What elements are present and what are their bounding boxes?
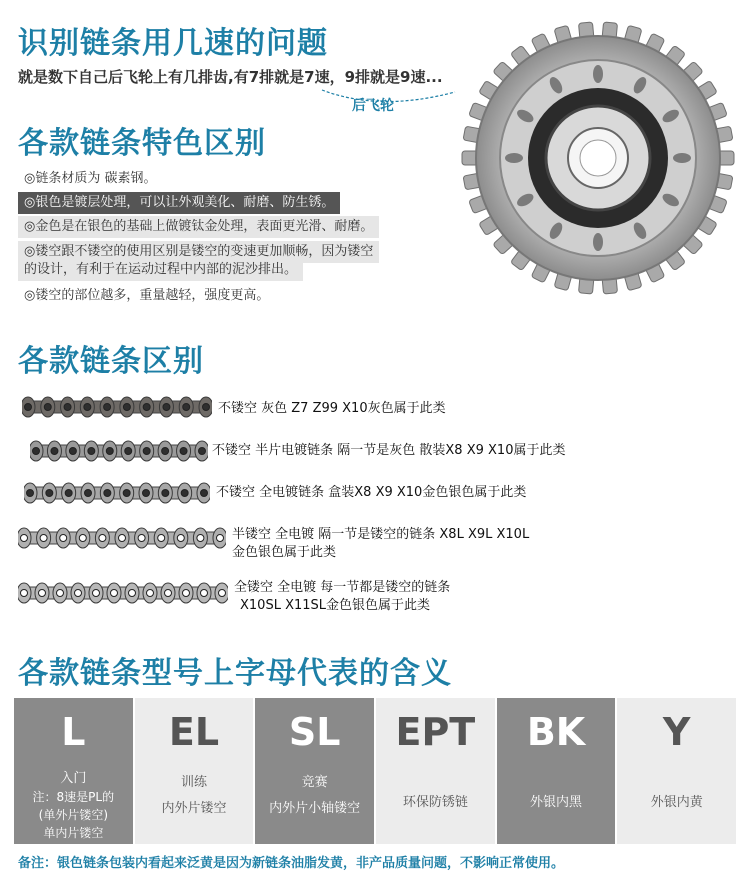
page-subtitle: 就是数下自己后飞轮上有几排齿,有7排就是7速，9排就是9速... bbox=[18, 68, 443, 86]
chain-pin bbox=[201, 490, 208, 497]
page-title: 识别链条用几速的问题 bbox=[18, 26, 328, 61]
chain-image bbox=[18, 578, 228, 608]
footer-note: 备注：银色链条包装内看起来泛黄是因为新链条油脂发黄，非产品质量问题，不影响正常使用。 bbox=[18, 856, 565, 871]
chain-image bbox=[22, 392, 212, 422]
chains-title: 各款链条区别 bbox=[18, 344, 204, 379]
chain-pin bbox=[197, 535, 204, 542]
chain-image bbox=[24, 478, 210, 508]
chain-pin bbox=[33, 448, 40, 455]
code-description: 入门 bbox=[60, 771, 87, 786]
code-description: 单内片镂空 bbox=[43, 826, 104, 840]
chain-pin bbox=[99, 535, 106, 542]
chain-pin bbox=[181, 490, 188, 497]
chain-description bbox=[216, 484, 526, 502]
chain-pin bbox=[129, 590, 136, 597]
code-description: 环保防锈链 bbox=[402, 795, 468, 810]
chain-pin bbox=[25, 404, 32, 411]
chain-pin bbox=[57, 590, 64, 597]
chain-pin bbox=[119, 535, 126, 542]
chain-pin bbox=[123, 490, 130, 497]
code-letter: EL bbox=[168, 710, 220, 754]
code-letter: Y bbox=[662, 710, 691, 754]
codes-title: 各款链条型号上字母代表的含义 bbox=[18, 656, 452, 691]
code-table bbox=[14, 698, 736, 844]
chain-pin bbox=[44, 404, 51, 411]
chain-pin bbox=[177, 535, 184, 542]
chain-pin bbox=[65, 490, 72, 497]
chain-pin bbox=[21, 535, 28, 542]
chain-description-line: 不镂空 全电镀链条 盒装X8 X9 X10金色银色属于此类 bbox=[216, 485, 527, 500]
cassette-hole bbox=[673, 153, 691, 163]
cassette-sprocket-image bbox=[448, 8, 738, 313]
chain-pin bbox=[84, 404, 91, 411]
code-letter: SL bbox=[288, 710, 341, 754]
code-description: 外银内黑 bbox=[530, 795, 583, 810]
chain-pin bbox=[199, 448, 206, 455]
code-letter: EPT bbox=[395, 710, 476, 754]
chain-pin bbox=[180, 448, 187, 455]
chain-description-line: 不镂空 半片电镀链条 隔一节是灰色 散装X8 X9 X10属于此类 bbox=[212, 443, 566, 458]
chain-pin bbox=[88, 448, 95, 455]
chain-pin bbox=[123, 404, 130, 411]
chain-pin bbox=[106, 448, 113, 455]
chain-band bbox=[22, 587, 224, 599]
chain-pin bbox=[93, 590, 100, 597]
chain-pin bbox=[183, 590, 190, 597]
chain-pin bbox=[64, 404, 71, 411]
chain-pin bbox=[203, 404, 210, 411]
chain-pin bbox=[165, 590, 172, 597]
chain-description-line: 全镂空 全电镀 每一节都是镂空的链条 bbox=[234, 580, 451, 595]
code-letter: L bbox=[61, 710, 86, 754]
cassette-hole bbox=[593, 65, 603, 83]
code-description: 内外片小轴镂空 bbox=[269, 801, 361, 816]
code-cell-el bbox=[133, 698, 254, 844]
chain-pin bbox=[147, 590, 154, 597]
feature-item: ◎金色是在银色的基础上做镀钛金处理，表面更光滑、耐磨。 bbox=[18, 216, 379, 238]
code-description: (单外片镂空) bbox=[38, 808, 109, 822]
chain-pin bbox=[39, 590, 46, 597]
code-description: 竞赛 bbox=[301, 775, 328, 790]
chain-image bbox=[30, 436, 208, 466]
chain-pin bbox=[111, 590, 118, 597]
chain-pin bbox=[143, 448, 150, 455]
code-cell-ept bbox=[374, 698, 495, 844]
chain-pin bbox=[125, 448, 132, 455]
chain-pin bbox=[163, 404, 170, 411]
code-description: 注：8速是PL的 bbox=[32, 790, 115, 804]
feature-item: ◎银色是镀层处理，可以让外观美化、耐磨、防生锈。 bbox=[18, 192, 340, 214]
chain-pin bbox=[201, 590, 208, 597]
chain-pin bbox=[79, 535, 86, 542]
feature-item: ◎链条材质为 碳素钢。 bbox=[24, 171, 157, 186]
feature-item: 的设计，有利于在运动过程中内部的泥沙排出。 bbox=[18, 259, 303, 281]
code-cell-y bbox=[615, 698, 736, 844]
chain-pin bbox=[75, 590, 82, 597]
chain-pin bbox=[85, 490, 92, 497]
chain-pin bbox=[143, 490, 150, 497]
chain-pin bbox=[217, 535, 224, 542]
code-cell-sl bbox=[253, 698, 374, 844]
chain-pin bbox=[158, 535, 165, 542]
chain-description bbox=[234, 579, 450, 615]
code-letter: BK bbox=[526, 710, 586, 754]
cassette-hole bbox=[593, 233, 603, 251]
code-description: 内外片镂空 bbox=[161, 801, 227, 816]
chain-pin bbox=[40, 535, 47, 542]
chain-description-line: 金色银色属于此类 bbox=[232, 545, 337, 560]
hub-label: 后飞轮 bbox=[352, 98, 394, 114]
chain-pin bbox=[60, 535, 67, 542]
chain-pin bbox=[69, 448, 76, 455]
feature-item: ◎镂空的部位越多，重量越轻，强度更高。 bbox=[24, 288, 270, 303]
chain-image bbox=[18, 523, 226, 553]
chain-pin bbox=[138, 535, 145, 542]
chain-description-line: 不镂空 灰色 Z7 Z99 X10灰色属于此类 bbox=[218, 401, 446, 416]
chain-pin bbox=[46, 490, 53, 497]
chain-pin bbox=[21, 590, 28, 597]
cassette-hole bbox=[505, 153, 523, 163]
code-cell-bk bbox=[495, 698, 616, 844]
chain-pin bbox=[162, 448, 169, 455]
chain-pin bbox=[104, 404, 111, 411]
chain-pin bbox=[143, 404, 150, 411]
chain-pin bbox=[162, 490, 169, 497]
feature-item: ◎镂空跟不镂空的使用区别是镂空的变速更加顺畅，因为镂空 bbox=[18, 241, 379, 263]
code-description: 训练 bbox=[181, 775, 208, 790]
chain-description-line: 半镂空 全电镀 隔一节是镂空的链条 X8L X9L X10L bbox=[232, 527, 530, 542]
chain-description bbox=[232, 526, 529, 562]
chain-pin bbox=[183, 404, 190, 411]
features-title: 各款链条特色区别 bbox=[18, 126, 266, 161]
chain-pin bbox=[104, 490, 111, 497]
code-cell-l bbox=[14, 698, 133, 844]
code-description: 外银内黄 bbox=[650, 795, 703, 810]
chain-description bbox=[212, 442, 565, 460]
chain-pin bbox=[219, 590, 226, 597]
chain-pin bbox=[51, 448, 58, 455]
chain-description-line: X10SL X11SL金色银色属于此类 bbox=[240, 598, 431, 613]
chain-description bbox=[218, 400, 446, 418]
chain-pin bbox=[27, 490, 34, 497]
